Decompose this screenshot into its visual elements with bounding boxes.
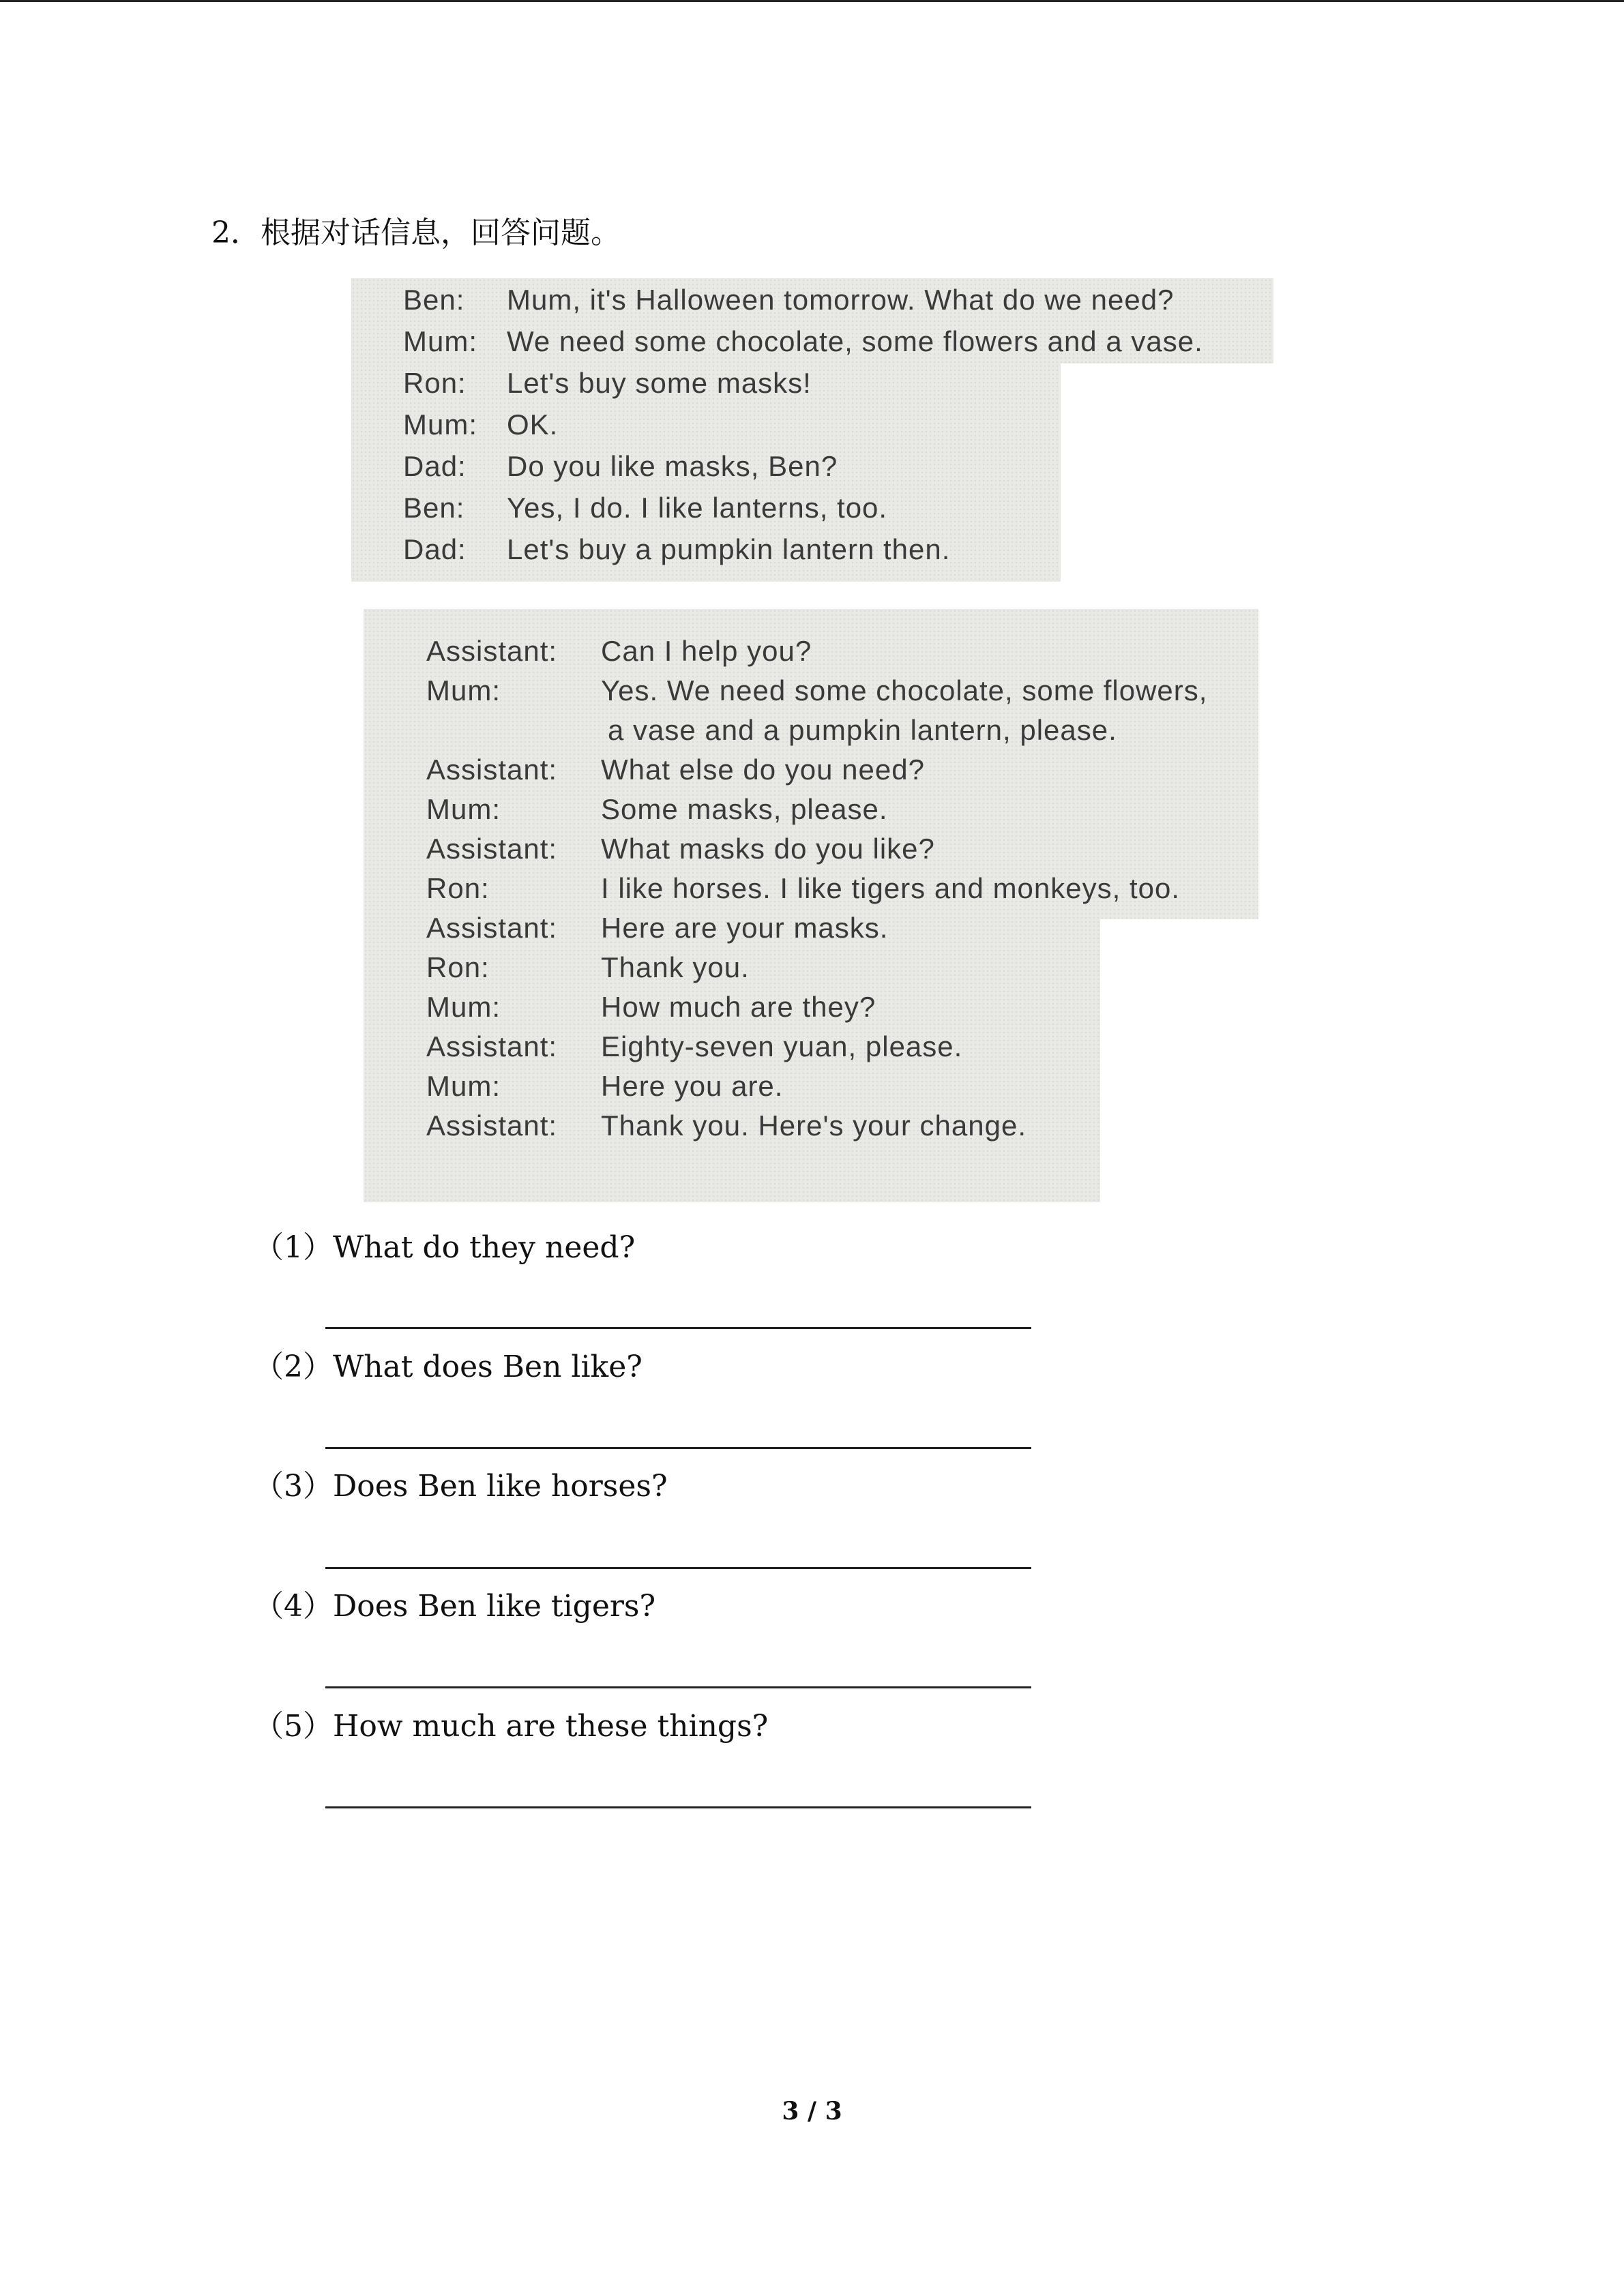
speech-text: Yes. We need some chocolate, some flowers, bbox=[601, 674, 1208, 706]
speech-text: Let's buy a pumpkin lantern then. bbox=[507, 533, 951, 565]
speaker-label: Assistant: bbox=[426, 1109, 558, 1142]
speech-text: Do you like masks, Ben? bbox=[507, 450, 838, 482]
dialogue-image-1 bbox=[351, 278, 1273, 582]
speaker-label: Assistant: bbox=[426, 635, 558, 667]
speech-text: I like horses. I like tigers and monkeys, too. bbox=[601, 872, 1181, 904]
speaker-label: Assistant: bbox=[426, 754, 558, 786]
speech-text: a vase and a pumpkin lantern, please. bbox=[608, 714, 1117, 746]
speaker-label: Dad: bbox=[403, 533, 467, 565]
speaker-label: Assistant: bbox=[426, 833, 558, 865]
speaker-label: Mum: bbox=[426, 793, 501, 825]
image-margin bbox=[1100, 919, 1258, 1202]
answer-line-4[interactable] bbox=[325, 1686, 1031, 1688]
speech-text: Some masks, please. bbox=[601, 793, 888, 825]
speech-text: Let's buy some masks! bbox=[507, 367, 812, 399]
speech-text: Yes, I do. I like lanterns, too. bbox=[507, 492, 888, 524]
answer-line-3[interactable] bbox=[325, 1567, 1031, 1569]
sub-question-1: （1）What do they need? bbox=[254, 1230, 636, 1265]
speaker-label: Mum: bbox=[403, 325, 477, 357]
speech-text: Can I help you? bbox=[601, 635, 812, 667]
question-heading: 2．根据对话信息，回答问题。 bbox=[211, 215, 621, 250]
sub-question-4: （4）Does Ben like tigers? bbox=[254, 1589, 656, 1624]
sub-question-5: （5）How much are these things? bbox=[254, 1709, 769, 1744]
speaker-label: Assistant: bbox=[426, 912, 558, 944]
dialogue-image-2 bbox=[364, 609, 1258, 1202]
answer-line-2[interactable] bbox=[325, 1447, 1031, 1449]
sub-question-2: （2）What does Ben like? bbox=[254, 1350, 643, 1384]
answer-line-1[interactable] bbox=[325, 1327, 1031, 1329]
speech-text: Thank you. bbox=[601, 951, 750, 983]
answer-line-5[interactable] bbox=[325, 1806, 1031, 1808]
page-top-border bbox=[0, 0, 1624, 2]
speaker-label: Mum: bbox=[426, 674, 501, 706]
speech-text: What else do you need? bbox=[601, 754, 925, 786]
speech-text: Eighty-seven yuan, please. bbox=[601, 1030, 963, 1062]
speaker-label: Ben: bbox=[403, 284, 465, 316]
speaker-label: Ron: bbox=[426, 872, 490, 904]
speaker-label: Ron: bbox=[403, 367, 467, 399]
speaker-label: Dad: bbox=[403, 450, 467, 482]
page-number: 3 / 3 bbox=[782, 2097, 842, 2126]
speech-text: What masks do you like? bbox=[601, 833, 935, 865]
speech-text: Here are your masks. bbox=[601, 912, 889, 944]
speech-text: Thank you. Here's your change. bbox=[601, 1109, 1027, 1142]
speech-text: We need some chocolate, some flowers and a vase. bbox=[507, 325, 1203, 357]
speaker-label: Mum: bbox=[426, 1070, 501, 1102]
speaker-label: Ben: bbox=[403, 492, 465, 524]
speaker-label: Assistant: bbox=[426, 1030, 558, 1062]
speech-text: How much are they? bbox=[601, 991, 876, 1023]
speech-text: Mum, it's Halloween tomorrow. What do we need? bbox=[507, 284, 1175, 316]
speaker-label: Mum: bbox=[403, 408, 477, 441]
speaker-label: Mum: bbox=[426, 991, 501, 1023]
speech-text: OK. bbox=[507, 408, 559, 441]
sub-question-3: （3）Does Ben like horses? bbox=[254, 1469, 668, 1504]
speech-text: Here you are. bbox=[601, 1070, 784, 1102]
image-margin bbox=[1061, 363, 1273, 582]
speaker-label: Ron: bbox=[426, 951, 490, 983]
